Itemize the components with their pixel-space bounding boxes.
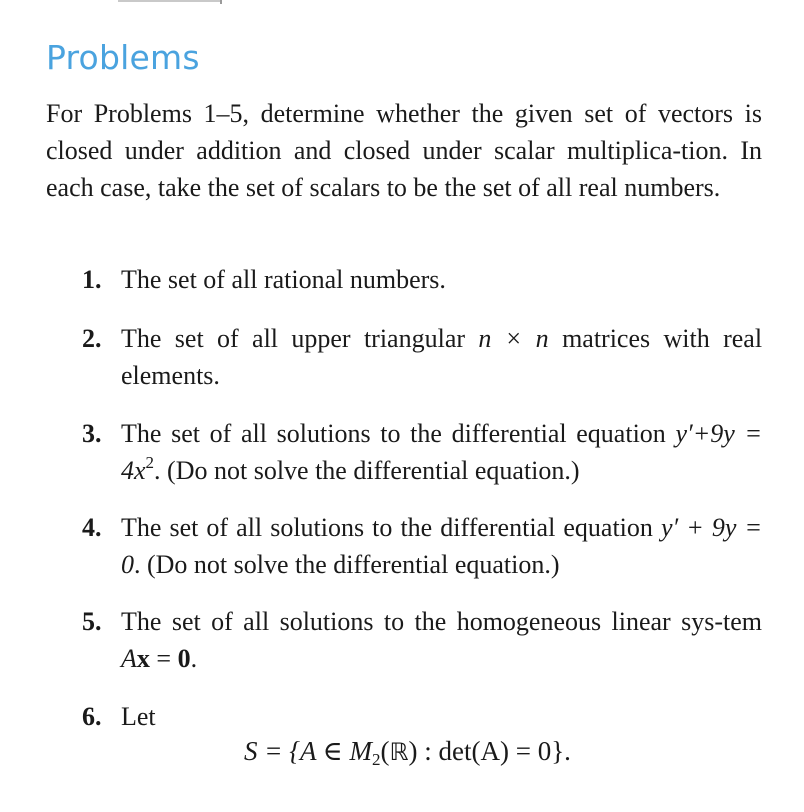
vector-variable: x: [136, 644, 150, 673]
problem-statement: The set of all solutions to the differential equation: [121, 419, 666, 448]
matrix-variable: A: [121, 644, 137, 673]
differential-equation: y′ + 9y = 0: [121, 513, 762, 579]
problem-statement: The set of all solutions to the homogeneous linear sys-tem: [121, 607, 762, 636]
problem-text: The set of all rational numbers.: [121, 265, 446, 294]
differential-equation: y′+9y = 4x: [121, 419, 763, 485]
matrix-space-subscript: 2: [372, 750, 381, 769]
problem-text: [121, 320, 762, 394]
paren-open: (: [380, 736, 390, 766]
problem-6: [82, 698, 762, 735]
top-rule-fragment: [118, 0, 222, 2]
problem-text-after: matrices with real elements.: [121, 324, 763, 390]
problem-number: 4.: [82, 513, 102, 542]
set-definition-rest: ) : det(A) = 0}.: [408, 736, 571, 766]
problem-text: Let: [121, 702, 156, 731]
matrix-size-math: n × n: [478, 324, 549, 353]
problem-3: [82, 415, 762, 489]
problem-number: 5.: [82, 607, 102, 636]
problem-number: 2.: [82, 324, 102, 353]
zero-vector: 0: [177, 644, 191, 673]
problem-note: . (Do not solve the differential equation.): [154, 456, 580, 485]
problem-text: [121, 415, 762, 489]
problem-text: [121, 603, 762, 677]
problem-text-before: The set of all upper triangular: [121, 324, 466, 353]
problem-4: [82, 509, 762, 583]
display-equation: [244, 733, 571, 771]
problem-number: 1.: [82, 265, 102, 294]
real-numbers-symbol: ℝ: [389, 738, 409, 766]
problem-text: [121, 509, 762, 583]
problem-number: 3.: [82, 419, 102, 448]
problem-5: [82, 603, 762, 677]
sentence-end: .: [190, 644, 198, 673]
problem-note: . (Do not solve the differential equation.): [134, 550, 560, 579]
intro-paragraph: For Problems 1–5, determine whether the given set of vectors is closed under addition and closed under scalar multiplica-tion. In each case, take the set of scalars to be the set of all real numbers.: [46, 99, 762, 202]
equation-exponent: 2: [145, 453, 155, 472]
equals-sign: =: [149, 644, 178, 673]
section-title: Problems: [46, 38, 200, 77]
set-definition-lhs: S = {A ∈ M: [244, 736, 372, 766]
top-rule-tick: [220, 0, 222, 4]
problem-number: 6.: [82, 702, 102, 731]
problem-2: [82, 320, 762, 394]
problem-statement: The set of all solutions to the differential equation: [121, 513, 653, 542]
problem-1: [82, 261, 762, 298]
